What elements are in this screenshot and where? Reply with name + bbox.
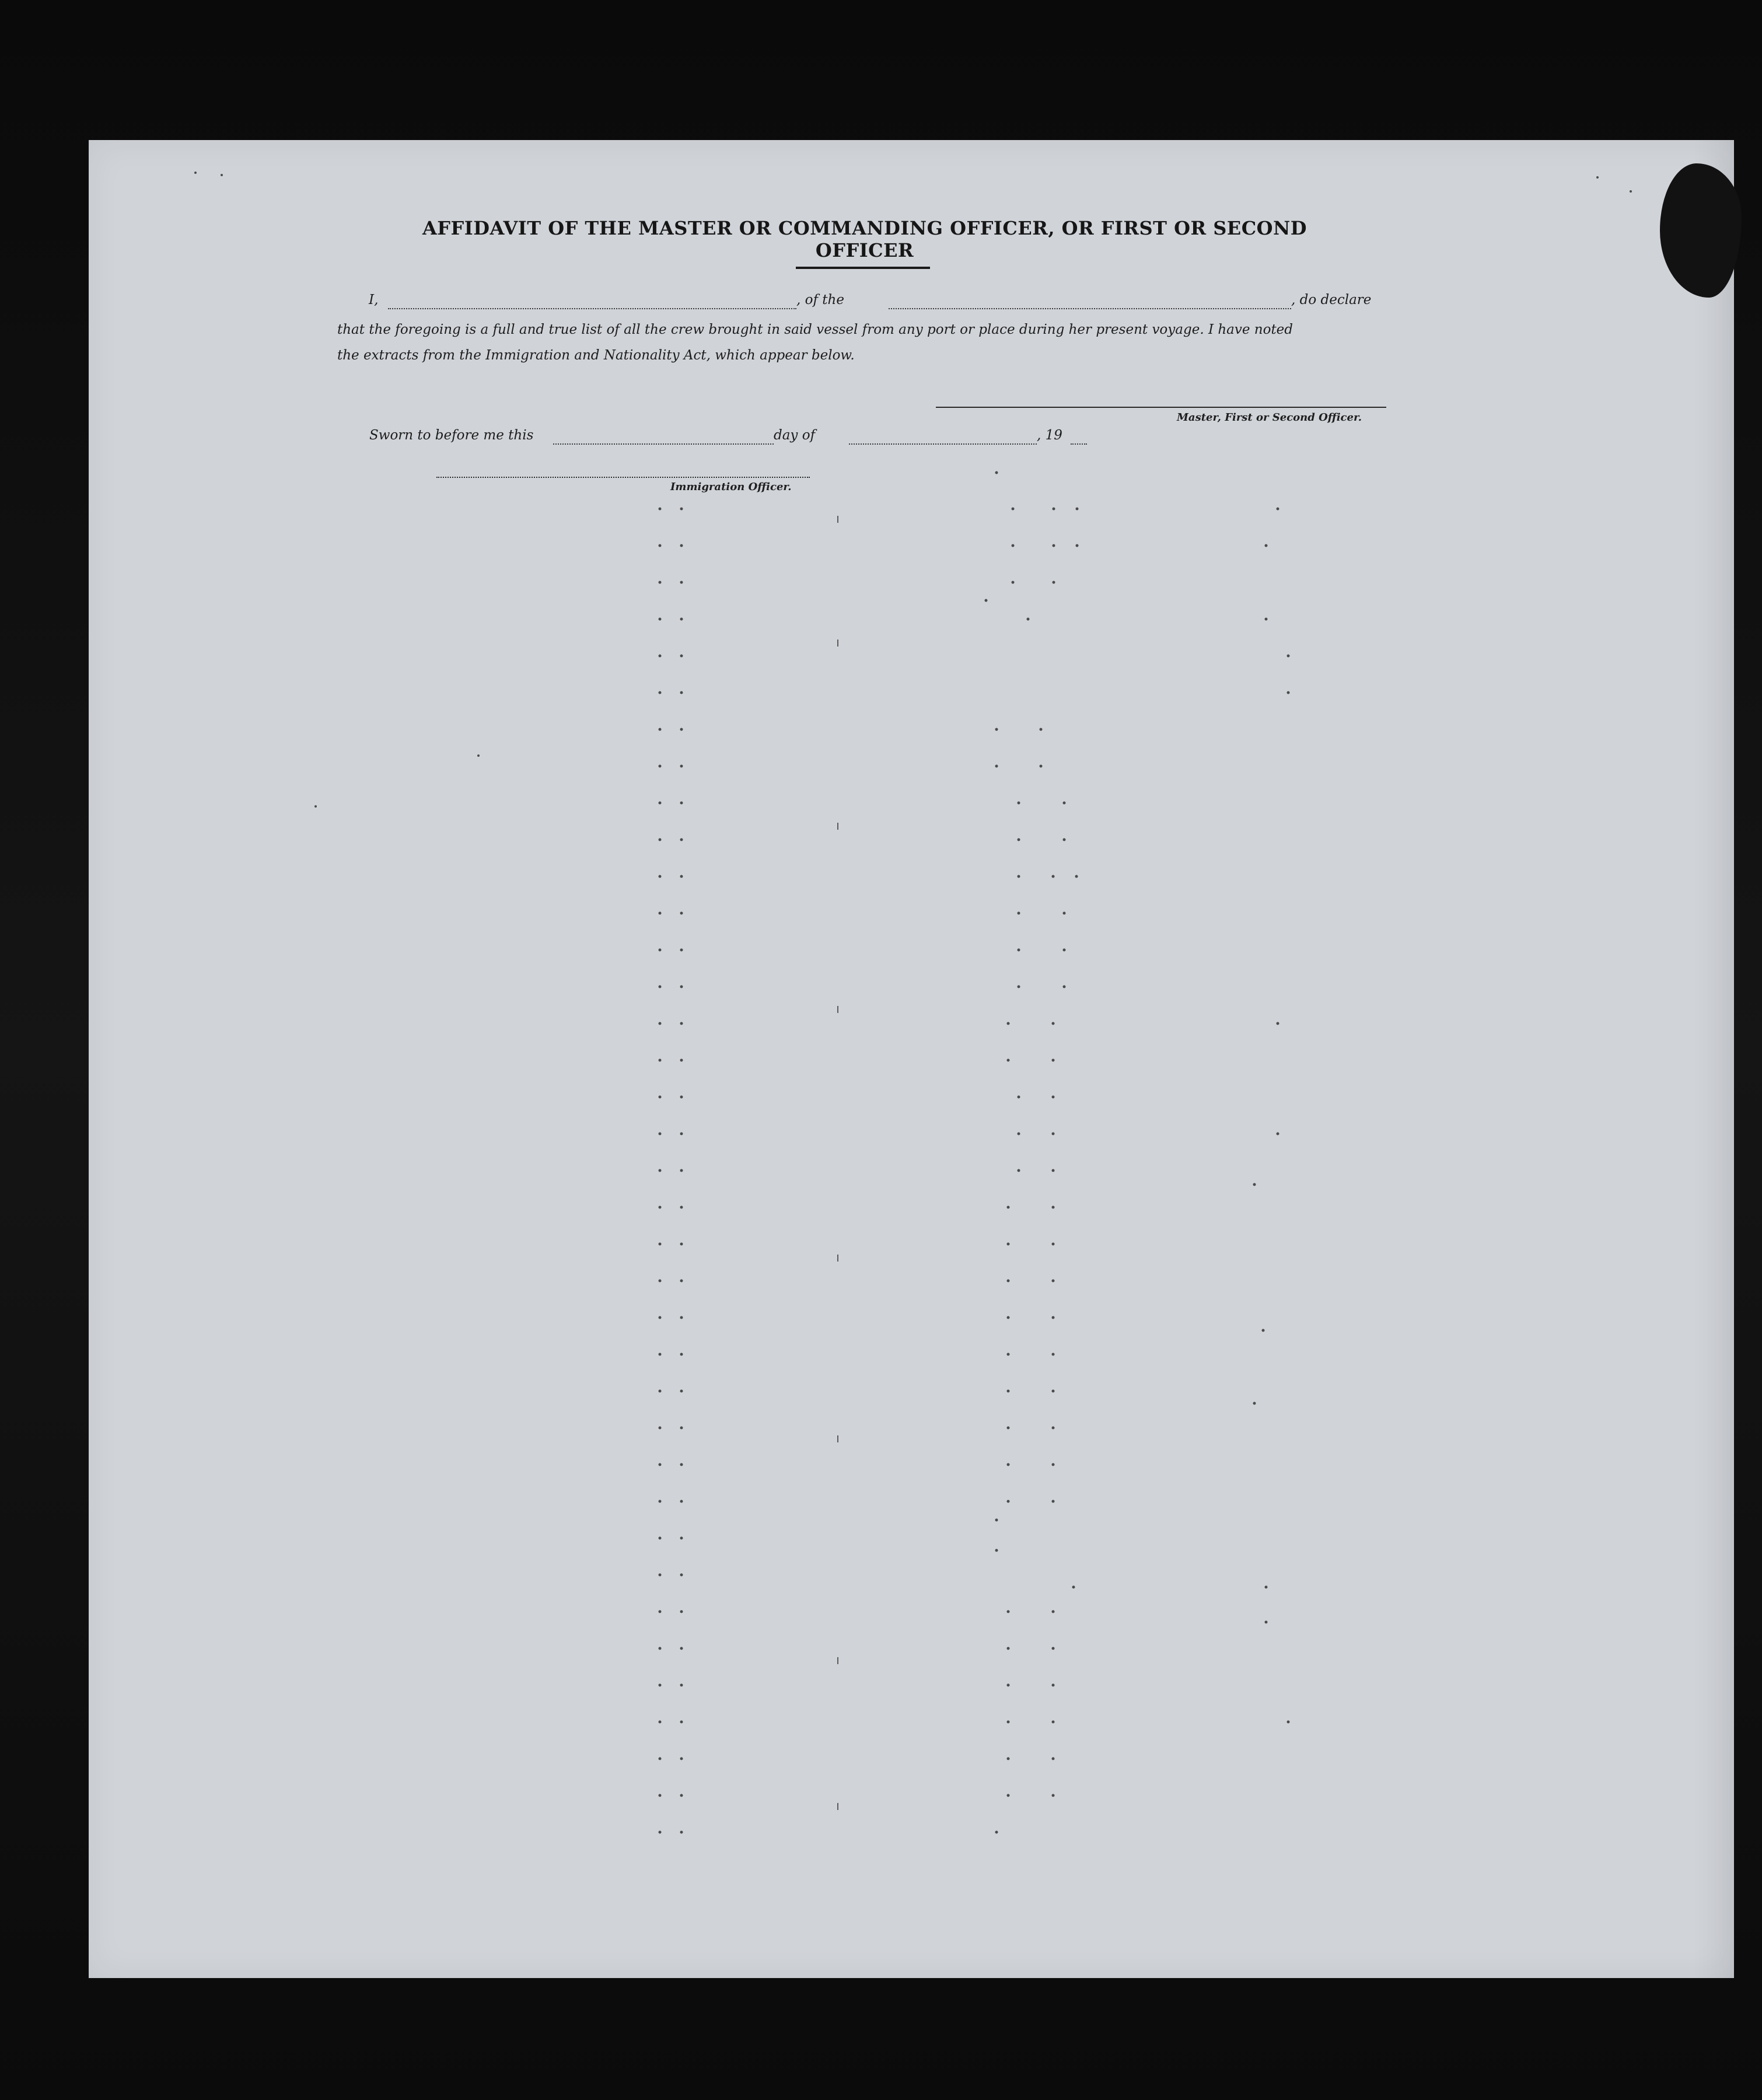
declaration-line-3: the extracts from the Immigration and Nationality Act, which appear below. xyxy=(337,348,855,363)
declaration-line-2: that the foregoing is a full and true list of all the crew brought in said vessel from any port or place during her present voyage. I have noted xyxy=(337,322,1293,337)
declaration-do-declare: , do declare xyxy=(1291,292,1372,308)
officer-signature-line[interactable] xyxy=(936,407,1386,408)
sworn-day-blank[interactable] xyxy=(553,443,774,445)
sworn-day-of: day of xyxy=(774,428,816,443)
declaration-i: I, xyxy=(369,292,379,308)
officer-signature-caption: Master, First or Second Officer. xyxy=(1177,411,1362,424)
vessel-blank[interactable] xyxy=(889,308,1291,309)
name-blank[interactable] xyxy=(388,308,796,309)
sheet-edge-shading xyxy=(1693,140,1734,1978)
sworn-year-prefix: , 19 xyxy=(1037,428,1062,443)
immigration-officer-line[interactable] xyxy=(436,477,810,478)
sworn-month-blank[interactable] xyxy=(849,443,1037,445)
title-underline xyxy=(796,267,930,269)
sworn-year-blank[interactable] xyxy=(1071,443,1087,445)
document-sheet xyxy=(89,140,1734,1978)
affidavit-title: AFFIDAVIT OF THE MASTER OR COMMANDING OFFICER, OR FIRST OR SECOND OFFICER xyxy=(422,217,1307,261)
declaration-of-the: , of the xyxy=(796,292,844,308)
sworn-lead: Sworn to before me this xyxy=(369,428,534,443)
immigration-officer-caption: Immigration Officer. xyxy=(670,481,792,493)
